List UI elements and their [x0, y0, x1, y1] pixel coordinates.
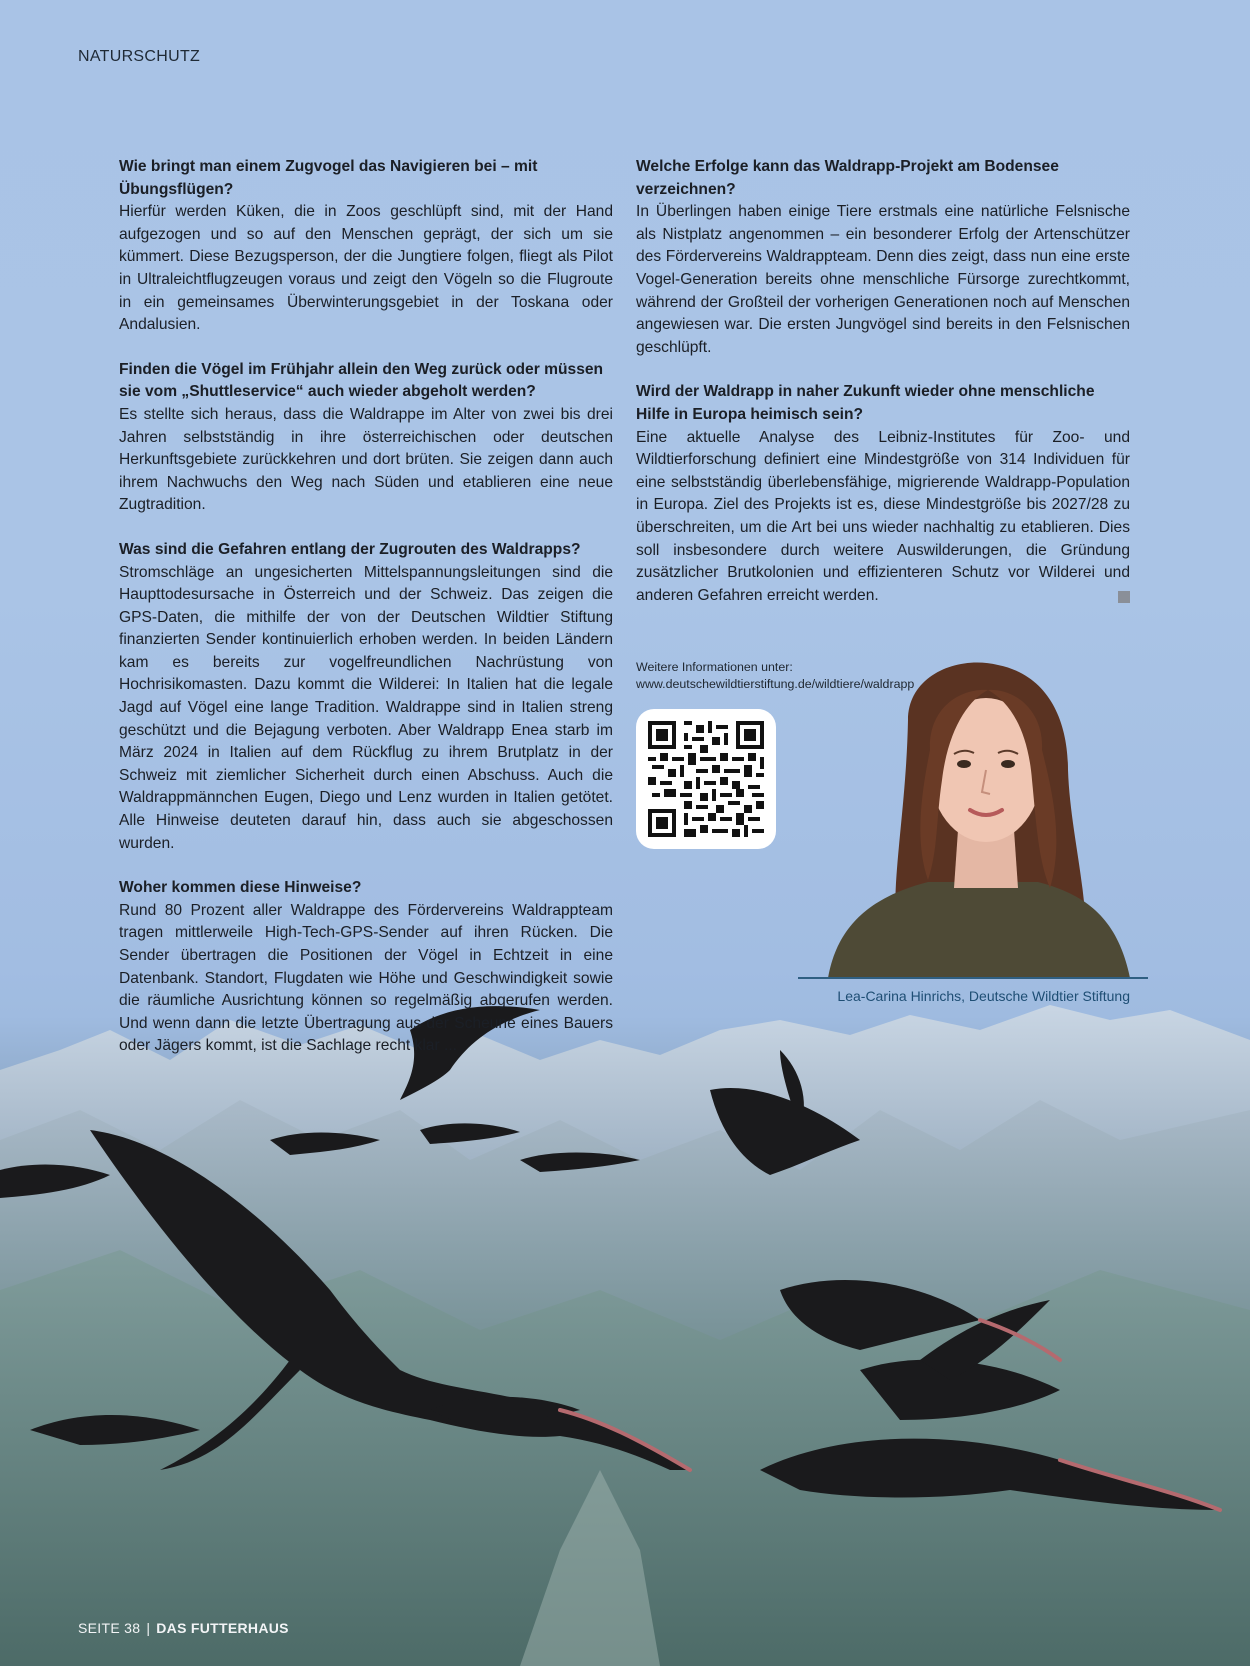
- portrait-photo: [818, 660, 1130, 978]
- answer-paragraph: Rund 80 Prozent aller Waldrappe des Fördervereins Waldrappteam tragen mittlerweile High-Tech-GPS-Sender auf ihren Rücken. Die Sender übertragen die Positionen der Vögel in Echtzeit in eine Datenbank. Standort, Flugdaten wie Höhe und Geschwindigkeit sowie die räumliche Ausrichtung können so regelmäßig abgerufen werden. Und wenn dann die letzte Übertragung aus der Scheune eines Bauers oder Jägers kommt, ist die Sachlage recht klar ...: [119, 901, 613, 1055]
- right-column: [636, 156, 1130, 607]
- answer-text: Eine aktuelle Analyse des Leibniz-Institutes für Zoo- und Wildtierforschung definiert eine Mindestgröße von 314 Individuen für eine selbstständig überlebensfähige, migrierende Waldrapp-Population in Europa. Ziel des Projekts ist es, diese Mindestgröße bis 2027/28 zu überschreiten, um die Art bei uns wieder nachhaltig zu etablieren. Dies soll insbesondere durch weitere Auswilderungen, die Gründung zusätzlicher Brutkolonien und effizienteren Schutz vor Wilderei und anderen Gefahren erreicht werden.: [636, 428, 1130, 604]
- brand-name: DAS FUTTERHAUS: [156, 1620, 289, 1636]
- qr-code-icon: [648, 721, 764, 837]
- portrait-divider: [798, 977, 1148, 979]
- answer-paragraph: Hierfür werden Küken, die in Zoos geschlüpft sind, mit der Hand aufgezogen und so auf den Menschen geprägt, der sich um sie kümmert. Diese Bezugsperson, der die Jungtiere folgen, fliegt als Pilot in Ultraleichtflugzeugen voraus und zeigt den Vögeln so die Flugroute in ein gemeinsames Überwinterungsgebiet in der Toskana oder Andalusien.: [119, 203, 613, 334]
- end-mark-icon: [1118, 591, 1130, 603]
- section-label: NATURSCHUTZ: [78, 48, 201, 65]
- info-label: Weitere Informationen unter:: [636, 660, 793, 674]
- portrait-caption: Lea-Carina Hinrichs, Deutsche Wildtier Stiftung: [837, 988, 1130, 1004]
- answer-paragraph: [636, 427, 1130, 608]
- question-heading: Finden die Vögel im Frühjahr allein den Weg zurück oder müssen sie vom „Shuttleservice“ auch wieder abgeholt werden?: [119, 360, 604, 401]
- question-heading: Was sind die Gefahren entlang der Zugrouten des Waldrapps?: [119, 540, 581, 558]
- question-heading: Welche Erfolge kann das Waldrapp-Projekt am Bodensee verzeichnen?: [636, 158, 1059, 198]
- question-heading: Woher kommen diese Hinweise?: [119, 879, 362, 897]
- page-number: SEITE 38: [78, 1620, 141, 1636]
- info-url-link[interactable]: www.deutschewildtierstiftung.de/wildtiere/waldrapp: [636, 677, 915, 691]
- question-heading: Wie bringt man einem Zugvogel das Navigieren bei – mit Übungsflügen?: [119, 158, 538, 198]
- left-column: [119, 156, 613, 1080]
- mountain-birds-photo: [0, 990, 1250, 1666]
- answer-paragraph: In Überlingen haben einige Tiere erstmals eine natürliche Felsnische als Nistplatz angenommen – ein besonderer Erfolg der Artenschützer des Fördervereins Waldrappteam. Denn dies zeigt, dass nun eine erste Vogel-Generation bereits ohne menschliche Fürsorge zurechtkommt, während der Großteil der vorherigen Generationen noch auf Menschen angewiesen war. Die ersten Jungvögel sind bereits in den Felsnischen geschlüpft.: [636, 203, 1130, 356]
- qr-code-card[interactable]: [636, 709, 776, 849]
- footer-separator: |: [146, 1620, 151, 1636]
- answer-paragraph: Es stellte sich heraus, dass die Waldrappe im Alter von zwei bis drei Jahren selbstständig in ihre österreichischen oder deutschen Herkunftsgebiete zurückkehren und dort brüten. Sie zeigen dann auch ihrem Nachwuchs den Weg nach Süden und etablieren eine neue Zugtradition.: [119, 405, 613, 514]
- answer-paragraph: Stromschläge an ungesicherten Mittelspannungsleitungen sind die Haupttodesursache in Österreich und der Schweiz. Das zeigen die GPS-Daten, die mithilfe der von der Deutschen Wildtier Stiftung finanzierten Sender kontinuierlich erhoben werden. In beiden Ländern kam es bereits zur vogelfreundlichen Nachrüstung von Hochrisikomasten. Dazu kommt die Wilderei: In Italien hat die legale Jagd auf Vögel eine lange Tradition. Waldrappe sind in Italien streng geschützt und die Bejagung verboten. Aber Waldrapp Enea starb im März 2024 in Italien auf dem Rückflug zu ihrem Brutplatz in der Schweiz mit ziemlicher Sicherheit durch einen Abschuss. Auch die Waldrappmännchen Eugen, Diego und Lenz wurden in Italien getötet. Alle Hinweise deuteten darauf hin, dass auch sie abgeschossen wurden.: [119, 563, 613, 852]
- question-heading: Wird der Waldrapp in naher Zukunft wieder ohne menschliche Hilfe in Europa heimisch sein?: [636, 383, 1095, 423]
- page-footer: [78, 1620, 289, 1636]
